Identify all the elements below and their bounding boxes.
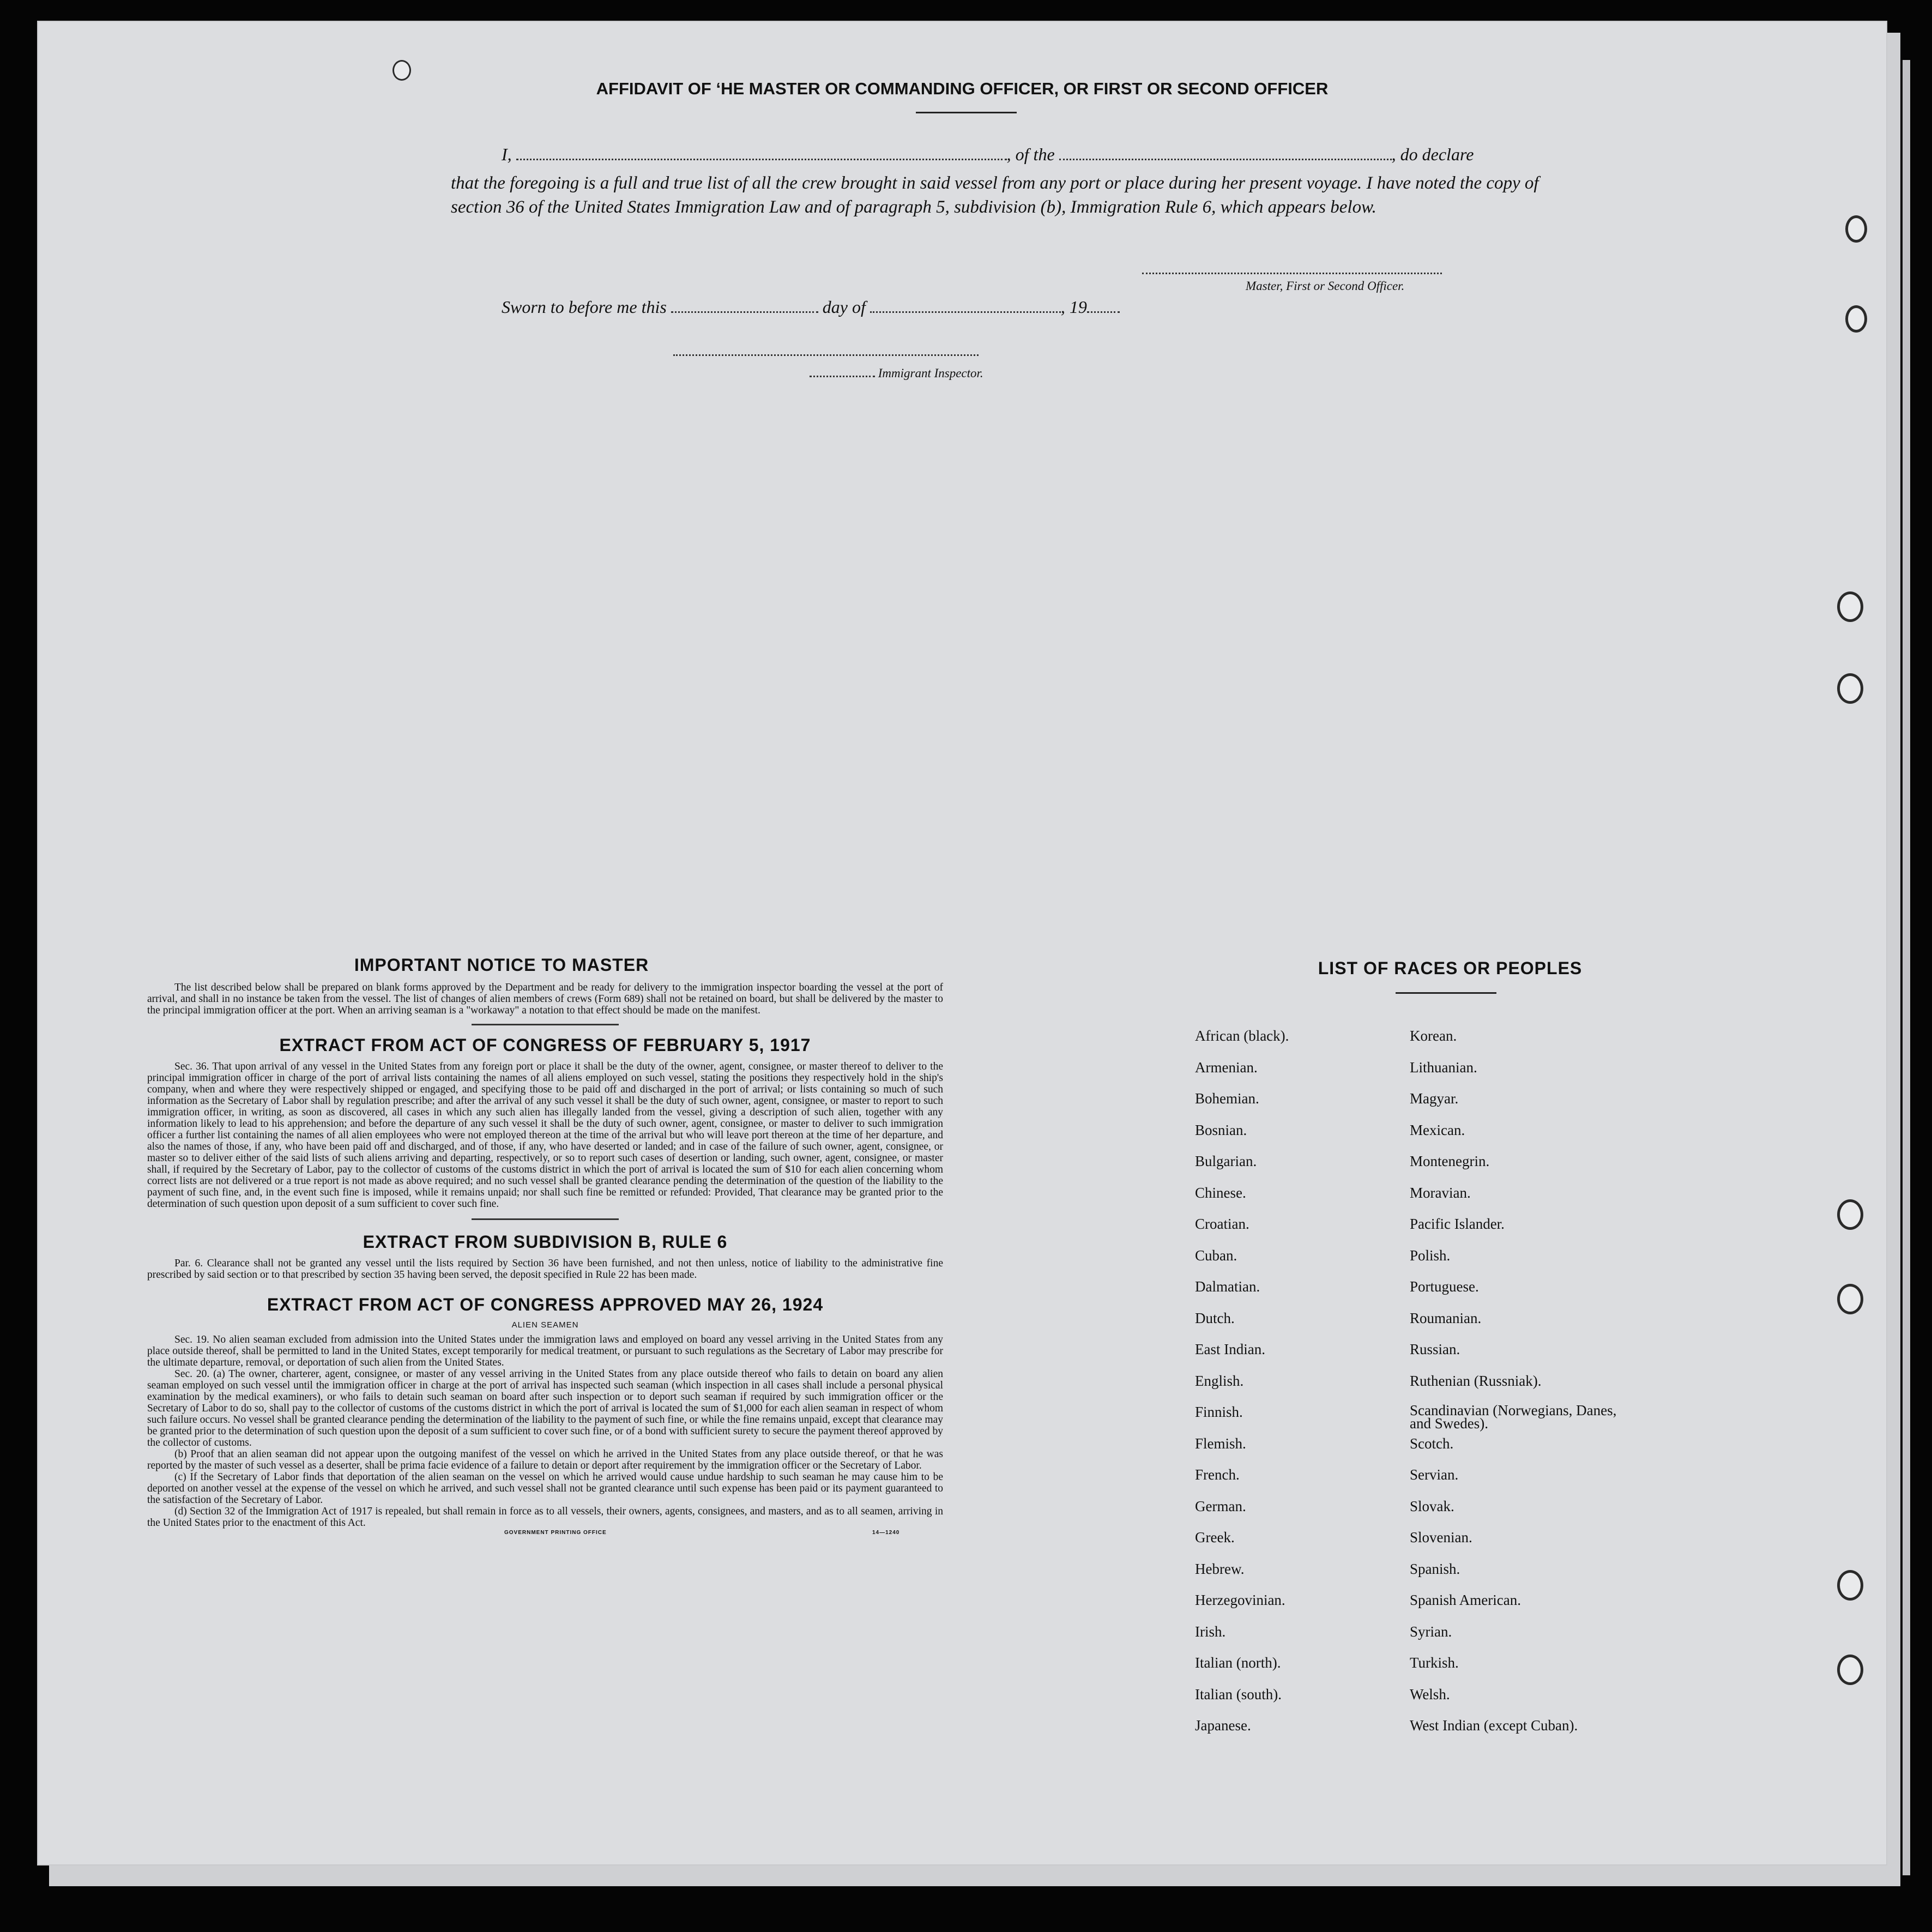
race-item: Finnish.: [1195, 1404, 1243, 1420]
act-1924-paragraph: Sec. 19. No alien seaman excluded from admission into the United States under the immigration laws and employed on board any vessel arriving in the United States from any place outside thereof, shall be permitted to land in the United States, except temporarily for medical treatment, or pursuant to such regulations as the Secretary of Labor may prescribe for the ultimate departure, removal, or deportation of such alien from the United States.: [147, 1334, 943, 1368]
race-item: Spanish.: [1410, 1560, 1460, 1577]
race-item: Russian.: [1410, 1341, 1460, 1357]
race-item: Syrian.: [1410, 1623, 1452, 1640]
name-field[interactable]: [516, 159, 1007, 160]
race-item: Slovenian.: [1410, 1529, 1472, 1545]
act-1924-paragraph: Sec. 20. (a) The owner, charterer, agent, consignee, or master of any vessel arriving in the United States from any place outside thereof who fails to detain on board any alien seaman employed on such vessel until the immigration officer in charge at the port of arrival has inspected such seaman (which inspection in all cases shall include a personal physical examination by the medical examiners), or who fails to detain such seaman on board after such inspection or to deport such seaman if required by such immigration officer or the Secretary of Labor to do so, shall pay to the collector of customs of the customs district in which the port of arrival is located the sum of $1,000 for each alien seaman in respect of whom such failure occurs. No vessel shall be granted clearance pending the determination of the liability to the payment of such fine, or while the fine remains unpaid, except that clearance may be granted prior to the determination of such question upon the deposit of a sum sufficient to cover such fine, or of a bond with sufficient surety to secure the payment thereof approved by the collector of customs.: [147, 1368, 943, 1448]
sworn-year-prefix: , 19: [1060, 297, 1087, 317]
race-item: Ruthenian (Russniak).: [1410, 1372, 1542, 1389]
sworn-year-field[interactable]: [1087, 311, 1120, 313]
act-1924-paragraph: (d) Section 32 of the Immigration Act of 1917 is repealed, but shall remain in force as to all vessels, their owners, agents, consignees, and masters, and as to all seamen, arriving in the United States prior to the enactment of this Act.: [147, 1506, 943, 1529]
race-item: Roumanian.: [1410, 1309, 1482, 1326]
document-page: [38, 22, 1886, 1864]
form-number: 14—1240: [872, 1530, 900, 1536]
punch-hole: [1837, 1570, 1863, 1601]
declaration-of-the: , of the: [1006, 144, 1055, 164]
race-item: Slovak.: [1410, 1498, 1454, 1514]
section-rule: [472, 1218, 619, 1220]
race-item: Dalmatian.: [1195, 1278, 1260, 1295]
race-item: Scandinavian (Norwegians, Danes, and Swedes).: [1410, 1402, 1617, 1432]
sworn-line: [502, 297, 1120, 317]
race-item: Montenegrin.: [1410, 1153, 1490, 1169]
act-1924-heading: EXTRACT FROM ACT OF CONGRESS APPROVED MAY 26, 1924: [267, 1295, 824, 1314]
act-1924-text: [147, 1334, 943, 1529]
rule-6-text: Par. 6. Clearance shall not be granted any vessel until the lists required by Section 36 have been furnished, and not then unless, notice of liability to the administrative fine prescribed by said section or to that prescribed by section 35 having been served, the deposit specified in Rule 22 has been made.: [147, 1258, 943, 1281]
race-item: Welsh.: [1410, 1686, 1450, 1702]
race-item: Portuguese.: [1410, 1278, 1479, 1295]
master-signature-field[interactable]: [1142, 273, 1442, 274]
sworn-prefix: Sworn to before me this: [502, 297, 667, 317]
act-1924-paragraph: (c) If the Secretary of Labor finds that deportation of the alien seaman on the vessel on which he arrived would cause undue hardship to such seaman he may cause him to be deported on another vessel at the expense of the vessel on which he arrived, and such vessel shall not be granted clearance until such expense has been paid or its payment guaranteed to the satisfaction of the Secretary of Labor.: [147, 1471, 943, 1506]
race-item: West Indian (except Cuban).: [1410, 1717, 1578, 1734]
race-item: German.: [1195, 1498, 1246, 1514]
notice-text: The list described below shall be prepared on blank forms approved by the Department and be ready for delivery to the immigration inspector boarding the vessel at the port of arrival, and shall in no instance be taken from the vessel. The list of changes of alien members of crews (Form 689) shall not be retained on board, but shall be delivered by the master to the principal immigration officer at the port. When an arriving seaman is a "workaway" a notation to that effect should be made on the manifest.: [147, 982, 943, 1016]
declaration-line: [502, 144, 1474, 165]
punch-hole: [1845, 305, 1867, 333]
race-item: Bulgarian.: [1195, 1153, 1257, 1169]
race-item: Mexican.: [1410, 1121, 1465, 1138]
race-item: Cuban.: [1195, 1247, 1237, 1264]
race-item: French.: [1195, 1466, 1240, 1483]
act-1924-paragraph: (b) Proof that an alien seaman did not appear upon the outgoing manifest of the vessel on which he arrived in the United States from any place outside thereof, or that he was reported by the master of such vessel as a deserter, shall be prima facie evidence of a failure to detain or deport after requirement by the immigration officer or the Secretary of Labor.: [147, 1448, 943, 1471]
races-list-left: [1195, 1028, 1289, 1749]
declaration-i: I,: [502, 144, 512, 164]
race-item: Scotch.: [1410, 1435, 1454, 1452]
race-item: Lithuanian.: [1410, 1059, 1477, 1076]
race-item: Turkish.: [1410, 1655, 1459, 1671]
race-item: Polish.: [1410, 1247, 1451, 1264]
race-item: Italian (south).: [1195, 1686, 1282, 1702]
punch-hole: [1837, 673, 1863, 704]
printer-line: [147, 1530, 943, 1541]
punch-hole: [393, 60, 411, 81]
race-item: Flemish.: [1195, 1435, 1246, 1452]
act-1917-heading: EXTRACT FROM ACT OF CONGRESS OF FEBRUARY 5, 1917: [279, 1035, 811, 1055]
punch-hole: [1837, 1199, 1863, 1230]
races-rule: [1396, 992, 1496, 994]
punch-hole: [1837, 1655, 1863, 1685]
races-list-right: [1410, 1028, 1622, 1749]
race-item: Magyar.: [1410, 1090, 1459, 1107]
page-stack-edge: [1903, 60, 1910, 1875]
inspector-label: [810, 366, 983, 381]
races-heading: LIST OF RACES OR PEOPLES: [1318, 958, 1583, 978]
page-stack-edge: [1886, 33, 1900, 1886]
race-item: Bosnian.: [1195, 1121, 1247, 1138]
page-stack-edge: [49, 1864, 1892, 1886]
race-item: Armenian.: [1195, 1059, 1258, 1076]
act-1924-subheading: ALIEN SEAMEN: [511, 1320, 579, 1330]
vessel-field[interactable]: [1059, 159, 1392, 160]
race-item: East Indian.: [1195, 1341, 1265, 1357]
race-item: Spanish American.: [1410, 1592, 1521, 1608]
printer-mark: GOVERNMENT PRINTING OFFICE: [504, 1530, 607, 1536]
punch-hole: [1837, 591, 1863, 622]
race-item: Hebrew.: [1195, 1560, 1245, 1577]
race-item: Irish.: [1195, 1623, 1226, 1640]
race-item: Servian.: [1410, 1466, 1459, 1483]
declaration-body: that the foregoing is a full and true list of all the crew brought in said vessel from any port or place during her present voyage. I have noted the copy of section 36 of the United States Immigration Law and of paragraph 5, subdivision (b), Immigration Rule 6, which appears below.: [451, 173, 1539, 217]
section-rule: [472, 1024, 619, 1025]
rule-6-heading: EXTRACT FROM SUBDIVISION B, RULE 6: [363, 1232, 728, 1252]
sworn-date-field[interactable]: [671, 311, 818, 313]
race-item: Dutch.: [1195, 1309, 1235, 1326]
race-item: Pacific Islander.: [1410, 1216, 1505, 1232]
inspector-label-text: Immigrant Inspector.: [878, 366, 983, 380]
master-signature-label: Master, First or Second Officer.: [1246, 279, 1405, 293]
race-item: Korean.: [1410, 1028, 1457, 1044]
race-item: Chinese.: [1195, 1184, 1246, 1201]
race-item: African (black).: [1195, 1028, 1289, 1044]
act-1917-text: Sec. 36. That upon arrival of any vessel in the United States from any foreign port or place it shall be the duty of the owner, agent, consignee, or master thereof to deliver to the principal immigration officer in charge of the port of arrival lists containing the names of all aliens employed on such vessel, stating the positions they respectively hold in the ship's company, when and where they were respectively shipped or engaged, and specifying those to be paid off and discharged in the port of arrival; or lists containing so much of such information as the Secretary of Labor shall by regulation prescribe; and after the arrival of any such vessel it shall be the duty of such owner, agent, consignee, or master to report to such immigration officer, in writing, as soon as discovered, all cases in which any such alien has illegally landed from the vessel, giving a description of such alien, together with any information likely to lead to his apprehension; and before the departure of any such vessel it shall be the duty of such owner, agent, consignee, or master to deliver to such immigration officer a further list containing the names of all alien employees who were not employed thereon at the time of the arrival but who will leave port thereon at the time of her departure, and also the names of those, if any, who have been paid off and discharged, and of those, if any, who have deserted or landed; and in case of the failure of such owner, agent, consignee, or master so to deliver either of the said lists of such aliens arriving and departing, respectively, or so to report such cases of desertion or landing, such owner, agent, consignee, or master shall, if required by the Secretary of Labor, pay to the collector of customs of the customs district in which the port of arrival is located the sum of $10 for each alien concerning whom correct lists are not delivered or a true report is not made as above required; and no such vessel shall be granted clearance pending the determination of the question of the liability to the payment of such fine, and, in the event such fine is imposed, while it remains unpaid; nor shall such fine be remitted or refunded: Provided, That clearance may be granted prior to the determination of such question upon deposit of a sum sufficient to cover such fine.: [147, 1061, 943, 1210]
race-item: Bohemian.: [1195, 1090, 1259, 1107]
race-item: Japanese.: [1195, 1717, 1251, 1734]
sworn-day-of: day of: [822, 297, 866, 317]
notice-heading: IMPORTANT NOTICE TO MASTER: [354, 955, 649, 975]
declaration-declare: , do declare: [1391, 144, 1474, 164]
title-rule: [916, 112, 1017, 113]
race-item: English.: [1195, 1372, 1244, 1389]
race-item: Moravian.: [1410, 1184, 1471, 1201]
notice-section: [147, 955, 943, 1541]
inspector-signature-field[interactable]: [673, 354, 979, 356]
punch-hole: [1837, 1284, 1863, 1314]
sworn-month-field[interactable]: [870, 311, 1061, 313]
race-item: Croatian.: [1195, 1216, 1249, 1232]
affidavit-title: AFFIDAVIT OF ‘HE MASTER OR COMMANDING OFFICER, OR FIRST OR SECOND OFFICER: [596, 79, 1329, 98]
race-item: Herzegovinian.: [1195, 1592, 1285, 1608]
race-item: Greek.: [1195, 1529, 1235, 1545]
inspector-leader: [810, 376, 875, 377]
race-item: Italian (north).: [1195, 1655, 1281, 1671]
punch-hole: [1845, 215, 1867, 243]
